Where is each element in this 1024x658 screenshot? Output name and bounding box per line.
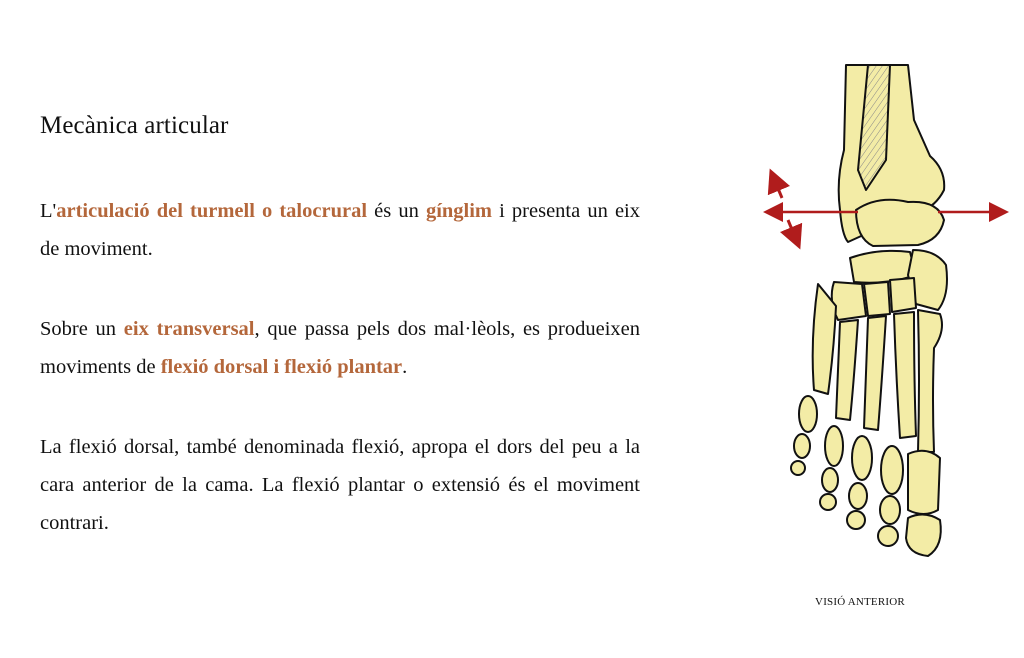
- rotation-arrow-down: [788, 220, 798, 244]
- foot-anterior-illustration: [758, 60, 1016, 570]
- text: és un: [367, 200, 426, 222]
- phalanx-4c: [820, 494, 836, 510]
- text: Sobre un: [40, 318, 124, 340]
- phalanx-5b: [794, 434, 810, 458]
- metatarsal-5: [918, 310, 942, 452]
- highlight-term-ginglymus: gínglim: [425, 200, 493, 222]
- paragraph-definition: [40, 192, 640, 268]
- metatarsal-4: [894, 312, 916, 438]
- highlight-term-flexion: flexió dorsal i flexió plantar: [160, 356, 403, 378]
- paragraph-axis: [40, 310, 640, 386]
- metatarsal-3: [864, 316, 886, 430]
- page-title: Mecànica articular: [40, 112, 229, 139]
- text: i presenta un eix de moviment.: [40, 200, 640, 260]
- phalanx-2c: [878, 526, 898, 546]
- figure-caption: VISIÓ ANTERIOR: [815, 596, 905, 608]
- phalanx-1b: [906, 514, 941, 556]
- phalanx-3c: [847, 511, 865, 529]
- phalanx-1a: [908, 451, 940, 514]
- phalanx-4a: [825, 426, 843, 466]
- text: .: [402, 356, 408, 378]
- phalanx-3a: [852, 436, 872, 480]
- phalanx-3b: [849, 483, 867, 509]
- phalanx-4b: [822, 468, 838, 492]
- metatarsal-2: [836, 320, 858, 420]
- talus-bone: [856, 200, 944, 246]
- phalanx-5c: [791, 461, 805, 475]
- rotation-arrow-up: [772, 174, 782, 198]
- cuneiform-lateral: [890, 278, 916, 312]
- text: L': [40, 200, 57, 222]
- phalanx-2b: [880, 496, 900, 524]
- cuneiform-intermediate: [864, 282, 890, 316]
- phalanx-5a: [799, 396, 817, 432]
- phalanx-2a: [881, 446, 903, 494]
- paragraph-movements: La flexió dorsal, també denominada flexió, apropa el dors del peu a la cara anterior de la cama. La flexió plantar o extensió és el moviment contrari.: [40, 436, 640, 534]
- cuneiform-medial: [832, 282, 866, 320]
- text: , que passa pels dos mal·lèols, es produeixen moviments de: [40, 318, 640, 378]
- highlight-term-transverse-axis: eix transversal: [123, 318, 255, 340]
- highlight-term-ankle-joint: articulació del turmell o talocrural: [56, 200, 368, 222]
- metatarsal-1: [813, 284, 836, 394]
